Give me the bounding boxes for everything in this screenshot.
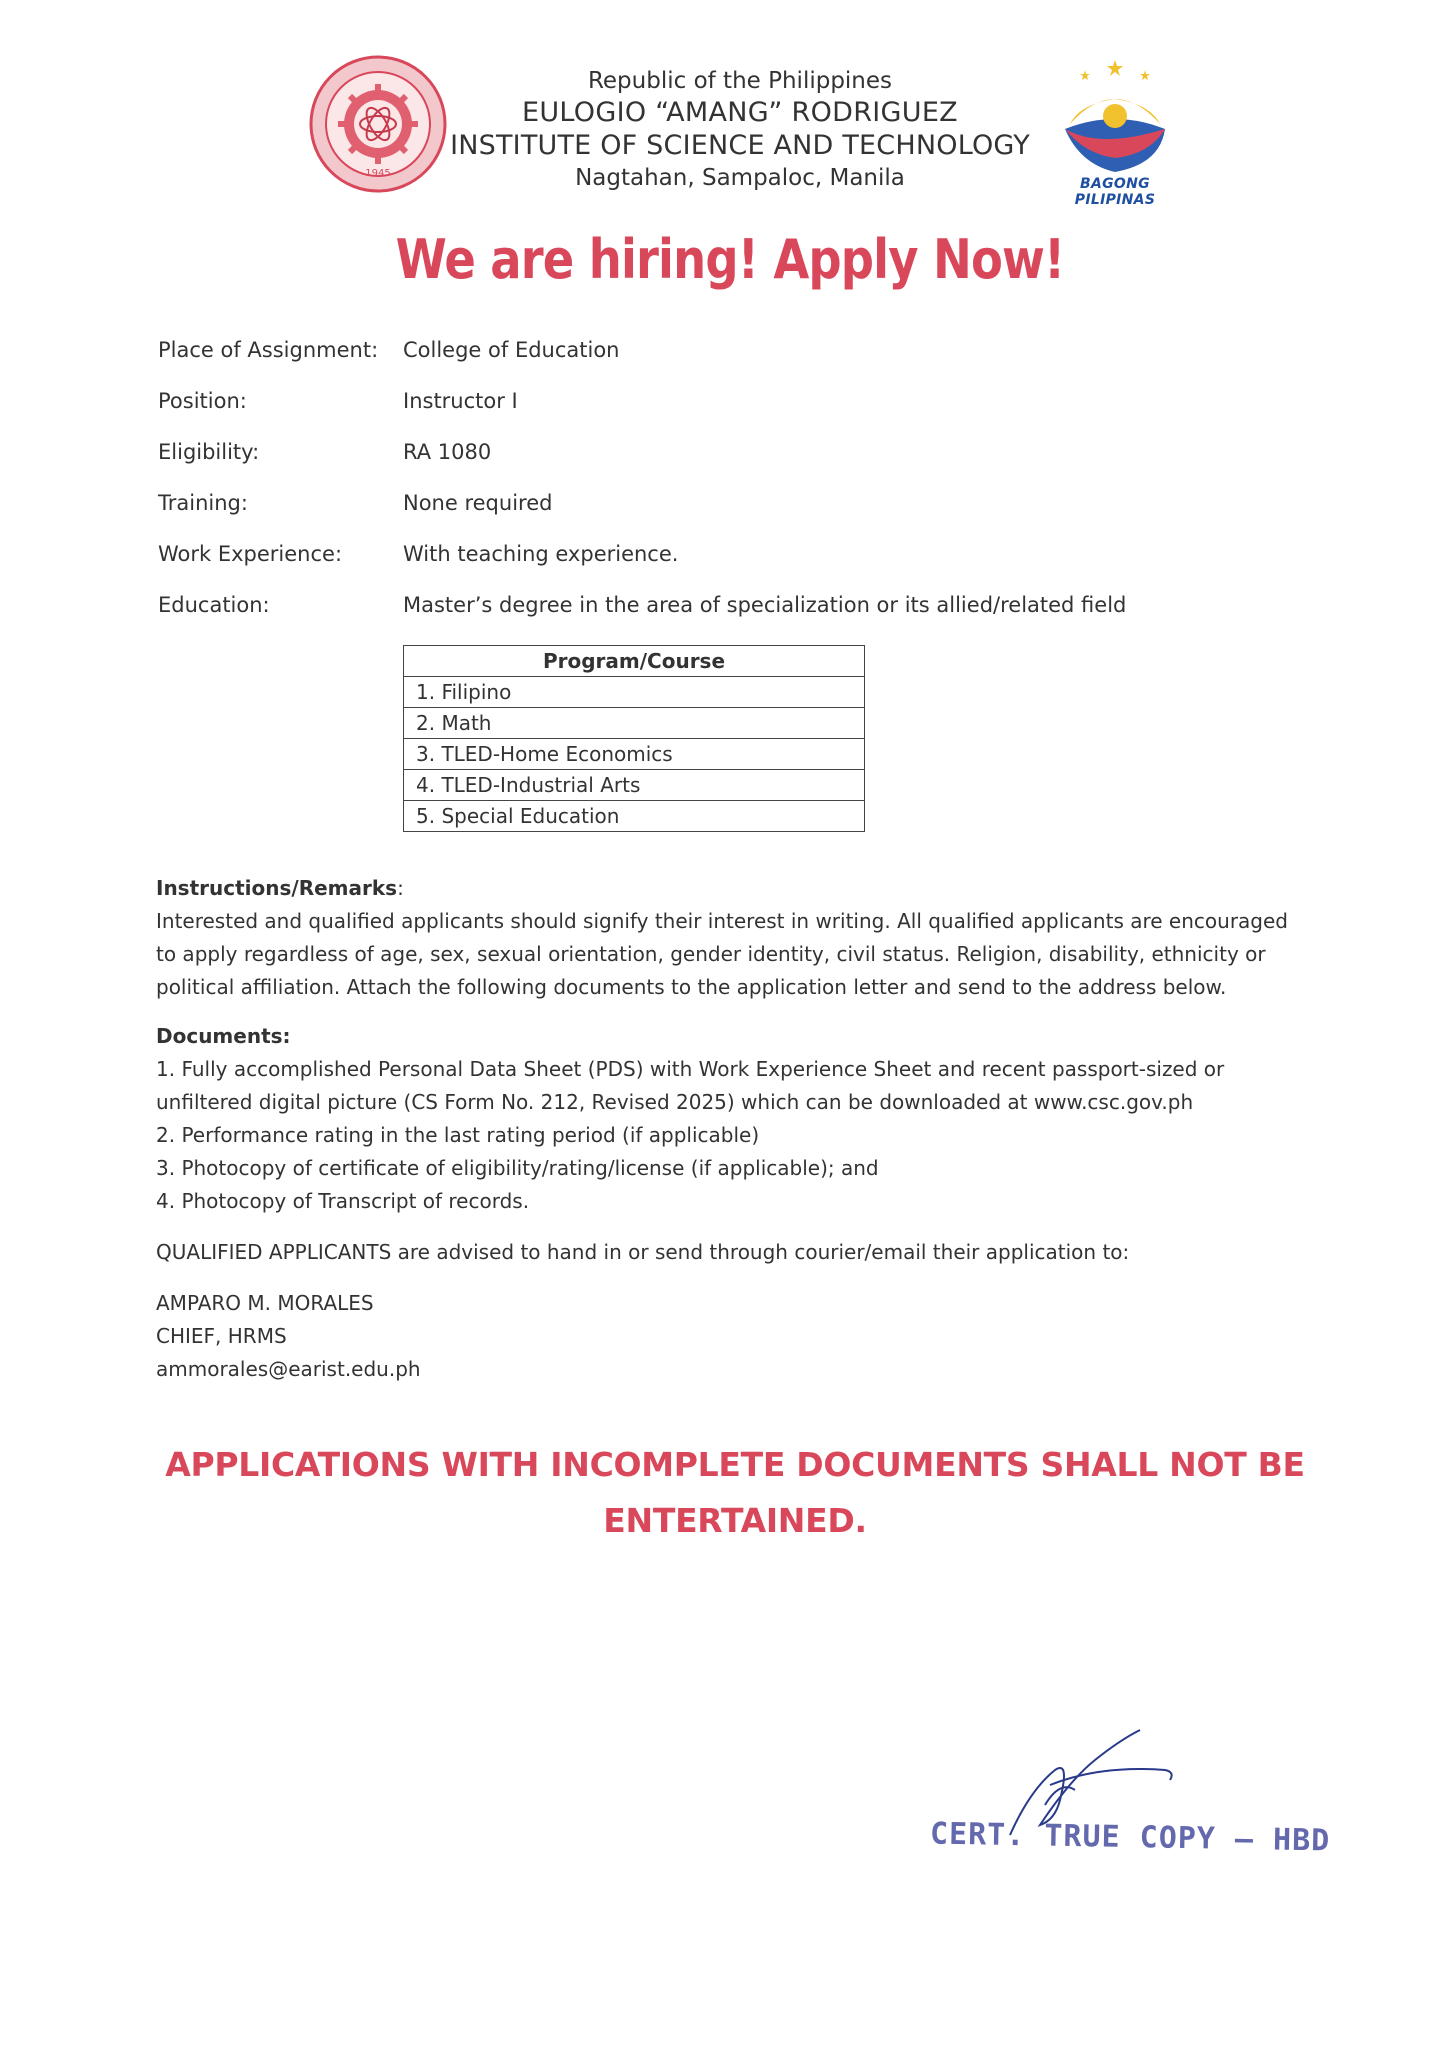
instructions-heading-colon: : xyxy=(397,876,404,900)
detail-value: College of Education xyxy=(403,338,620,362)
contact-email: ammorales@earist.edu.ph xyxy=(156,1357,421,1381)
instructions-line: political affiliation. Attach the following documents to the application letter and send to the address below. xyxy=(156,975,1227,999)
instructions-heading: Instructions/Remarks xyxy=(156,876,398,900)
contact-name: AMPARO M. MORALES xyxy=(156,1291,374,1315)
institution-address: Nagtahan, Sampaloc, Manila xyxy=(575,165,905,191)
hiring-headline: We are hiring! Apply Now! xyxy=(395,228,1065,291)
table-cell: 1. Filipino xyxy=(404,677,865,708)
detail-value: None required xyxy=(403,491,553,515)
institution-name-line2: INSTITUTE OF SCIENCE AND TECHNOLOGY xyxy=(450,130,1030,161)
table-cell: 3. TLED-Home Economics xyxy=(404,739,865,770)
list-item: 3. Photocopy of certificate of eligibility/rating/license (if applicable); and xyxy=(156,1156,879,1180)
detail-label: Work Experience: xyxy=(158,542,343,566)
instructions-section xyxy=(156,872,1306,1004)
table-cell: 4. TLED-Industrial Arts xyxy=(404,770,865,801)
instructions-line: to apply regardless of age, sex, sexual orientation, gender identity, civil status. Religion, disability, ethnicity or xyxy=(156,942,1266,966)
detail-label: Position: xyxy=(158,389,247,413)
detail-value: Master’s degree in the area of specialization or its allied/related field xyxy=(403,593,1127,617)
program-course-table xyxy=(403,645,865,832)
contact-block xyxy=(156,1287,421,1386)
table-row xyxy=(404,739,865,770)
detail-label: Training: xyxy=(158,491,248,515)
certified-true-copy-stamp: CERT. TRUE COPY – HBD xyxy=(929,1816,1331,1859)
republic-text: Republic of the Philippines xyxy=(587,68,893,94)
detail-value: With teaching experience. xyxy=(403,542,679,566)
table-header-cell: Program/Course xyxy=(404,646,865,677)
instructions-line: Interested and qualified applicants should signify their interest in writing. All qualified applicants are encouraged xyxy=(156,909,1288,933)
detail-label: Education: xyxy=(158,593,270,617)
institution-name-line1: EULOGIO “AMANG” RODRIGUEZ xyxy=(522,97,958,128)
earist-seal-icon xyxy=(308,54,448,194)
detail-value: Instructor I xyxy=(403,389,518,413)
institution-header xyxy=(440,66,1040,194)
document-item-line: unfiltered digital picture (CS Form No. 212, Revised 2025) which can be downloaded at www.csc.gov.ph xyxy=(156,1090,1194,1114)
document-item-line: 1. Fully accomplished Personal Data Sheet (PDS) with Work Experience Sheet and recent passport-sized or xyxy=(156,1057,1225,1081)
table-row xyxy=(404,677,865,708)
contact-title: CHIEF, HRMS xyxy=(156,1324,287,1348)
detail-label: Eligibility: xyxy=(158,440,260,464)
table-row xyxy=(404,708,865,739)
table-header-row xyxy=(404,646,865,677)
table-cell: 5. Special Education xyxy=(404,801,865,832)
documents-heading: Documents: xyxy=(156,1024,291,1048)
warning-line2: ENTERTAINED. xyxy=(603,1501,867,1540)
seal-year: 1945 xyxy=(365,168,391,179)
detail-value: RA 1080 xyxy=(403,440,492,464)
documents-list xyxy=(156,1053,1306,1218)
table-row xyxy=(404,801,865,832)
documents-section xyxy=(156,1020,1306,1218)
detail-label: Place of Assignment: xyxy=(158,338,379,362)
list-item: 2. Performance rating in the last rating period (if applicable) xyxy=(156,1123,760,1147)
list-item xyxy=(156,1053,1306,1119)
qualified-applicants-note: QUALIFIED APPLICANTS are advised to hand in or send through courier/email their application to: xyxy=(156,1240,1130,1264)
warning-line1: APPLICATIONS WITH INCOMPLETE DOCUMENTS SHALL NOT BE xyxy=(165,1445,1305,1484)
table-row xyxy=(404,770,865,801)
table-cell: 2. Math xyxy=(404,708,865,739)
incomplete-documents-warning xyxy=(160,1437,1310,1549)
bagong-pilipinas-text: BAGONG PILIPINAS xyxy=(1074,176,1156,208)
list-item: 4. Photocopy of Transcript of records. xyxy=(156,1189,530,1213)
